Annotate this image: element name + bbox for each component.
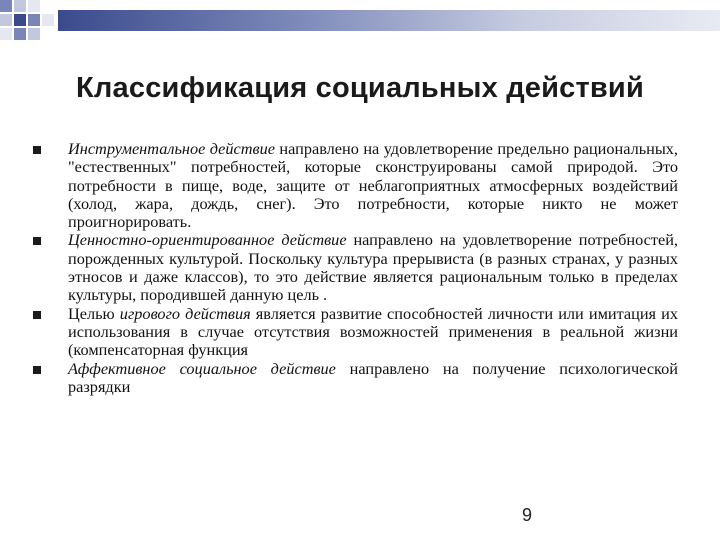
- bullet-list: [28, 140, 678, 396]
- deco-square: [14, 28, 26, 40]
- page-number: 9: [522, 505, 533, 525]
- list-item-text: [68, 305, 678, 360]
- deco-square: [0, 28, 12, 40]
- body-text: является развитие способностей личности или имитация их использования в случае отсутствия возможностей применения в реальной жизни (компенсаторная функция: [68, 303, 678, 360]
- list-item: [28, 140, 678, 231]
- list-item-text: [68, 360, 678, 397]
- square-bullet-icon: [33, 366, 41, 374]
- list-item: [28, 360, 678, 397]
- square-bullet-icon: [33, 146, 41, 154]
- term: Инструментальное действие: [68, 139, 275, 158]
- list-item: [28, 305, 678, 360]
- deco-square: [28, 28, 40, 40]
- deco-square: [28, 0, 40, 12]
- deco-square: [14, 14, 26, 26]
- header-gradient-bar: [58, 10, 720, 31]
- list-item: [28, 231, 678, 304]
- term: Аффективное социальное действие: [68, 358, 336, 378]
- list-item-text: [68, 231, 678, 304]
- square-bullet-icon: [33, 311, 41, 319]
- prefix-text: Целью: [68, 303, 120, 323]
- body-text: направлено на удовлетворение потребностей, порожденных культурой. Поскольку культура прерывиста (в разных странах, у разных этносов и даже классов), то это действие является рациональным только в пределах культуры, породившей данную цель .: [68, 230, 678, 305]
- term: Ценностно-ориентированное действие: [68, 230, 347, 250]
- list-item-text: [68, 140, 678, 231]
- term: игрового действия: [119, 303, 251, 323]
- body-text: направлено на удовлетворение предельно рациональных, "естественных" потребностей, которые сконструированы самой природой. Это потребности в пище, воде, защите от неблагоприятных атмосферных воздействий (холод, жара, дождь, снег). Это потребности, которые никто не может проигнорировать.: [68, 139, 678, 232]
- deco-square: [0, 0, 12, 12]
- deco-square: [42, 14, 54, 26]
- corner-decoration: [0, 0, 720, 60]
- deco-square: [0, 14, 12, 26]
- deco-square: [14, 0, 26, 12]
- square-bullet-icon: [33, 237, 41, 245]
- slide-title: Классификация социальных действий: [76, 72, 644, 104]
- body-text: направлено на получение психологической разрядки: [68, 358, 678, 396]
- deco-square: [28, 14, 40, 26]
